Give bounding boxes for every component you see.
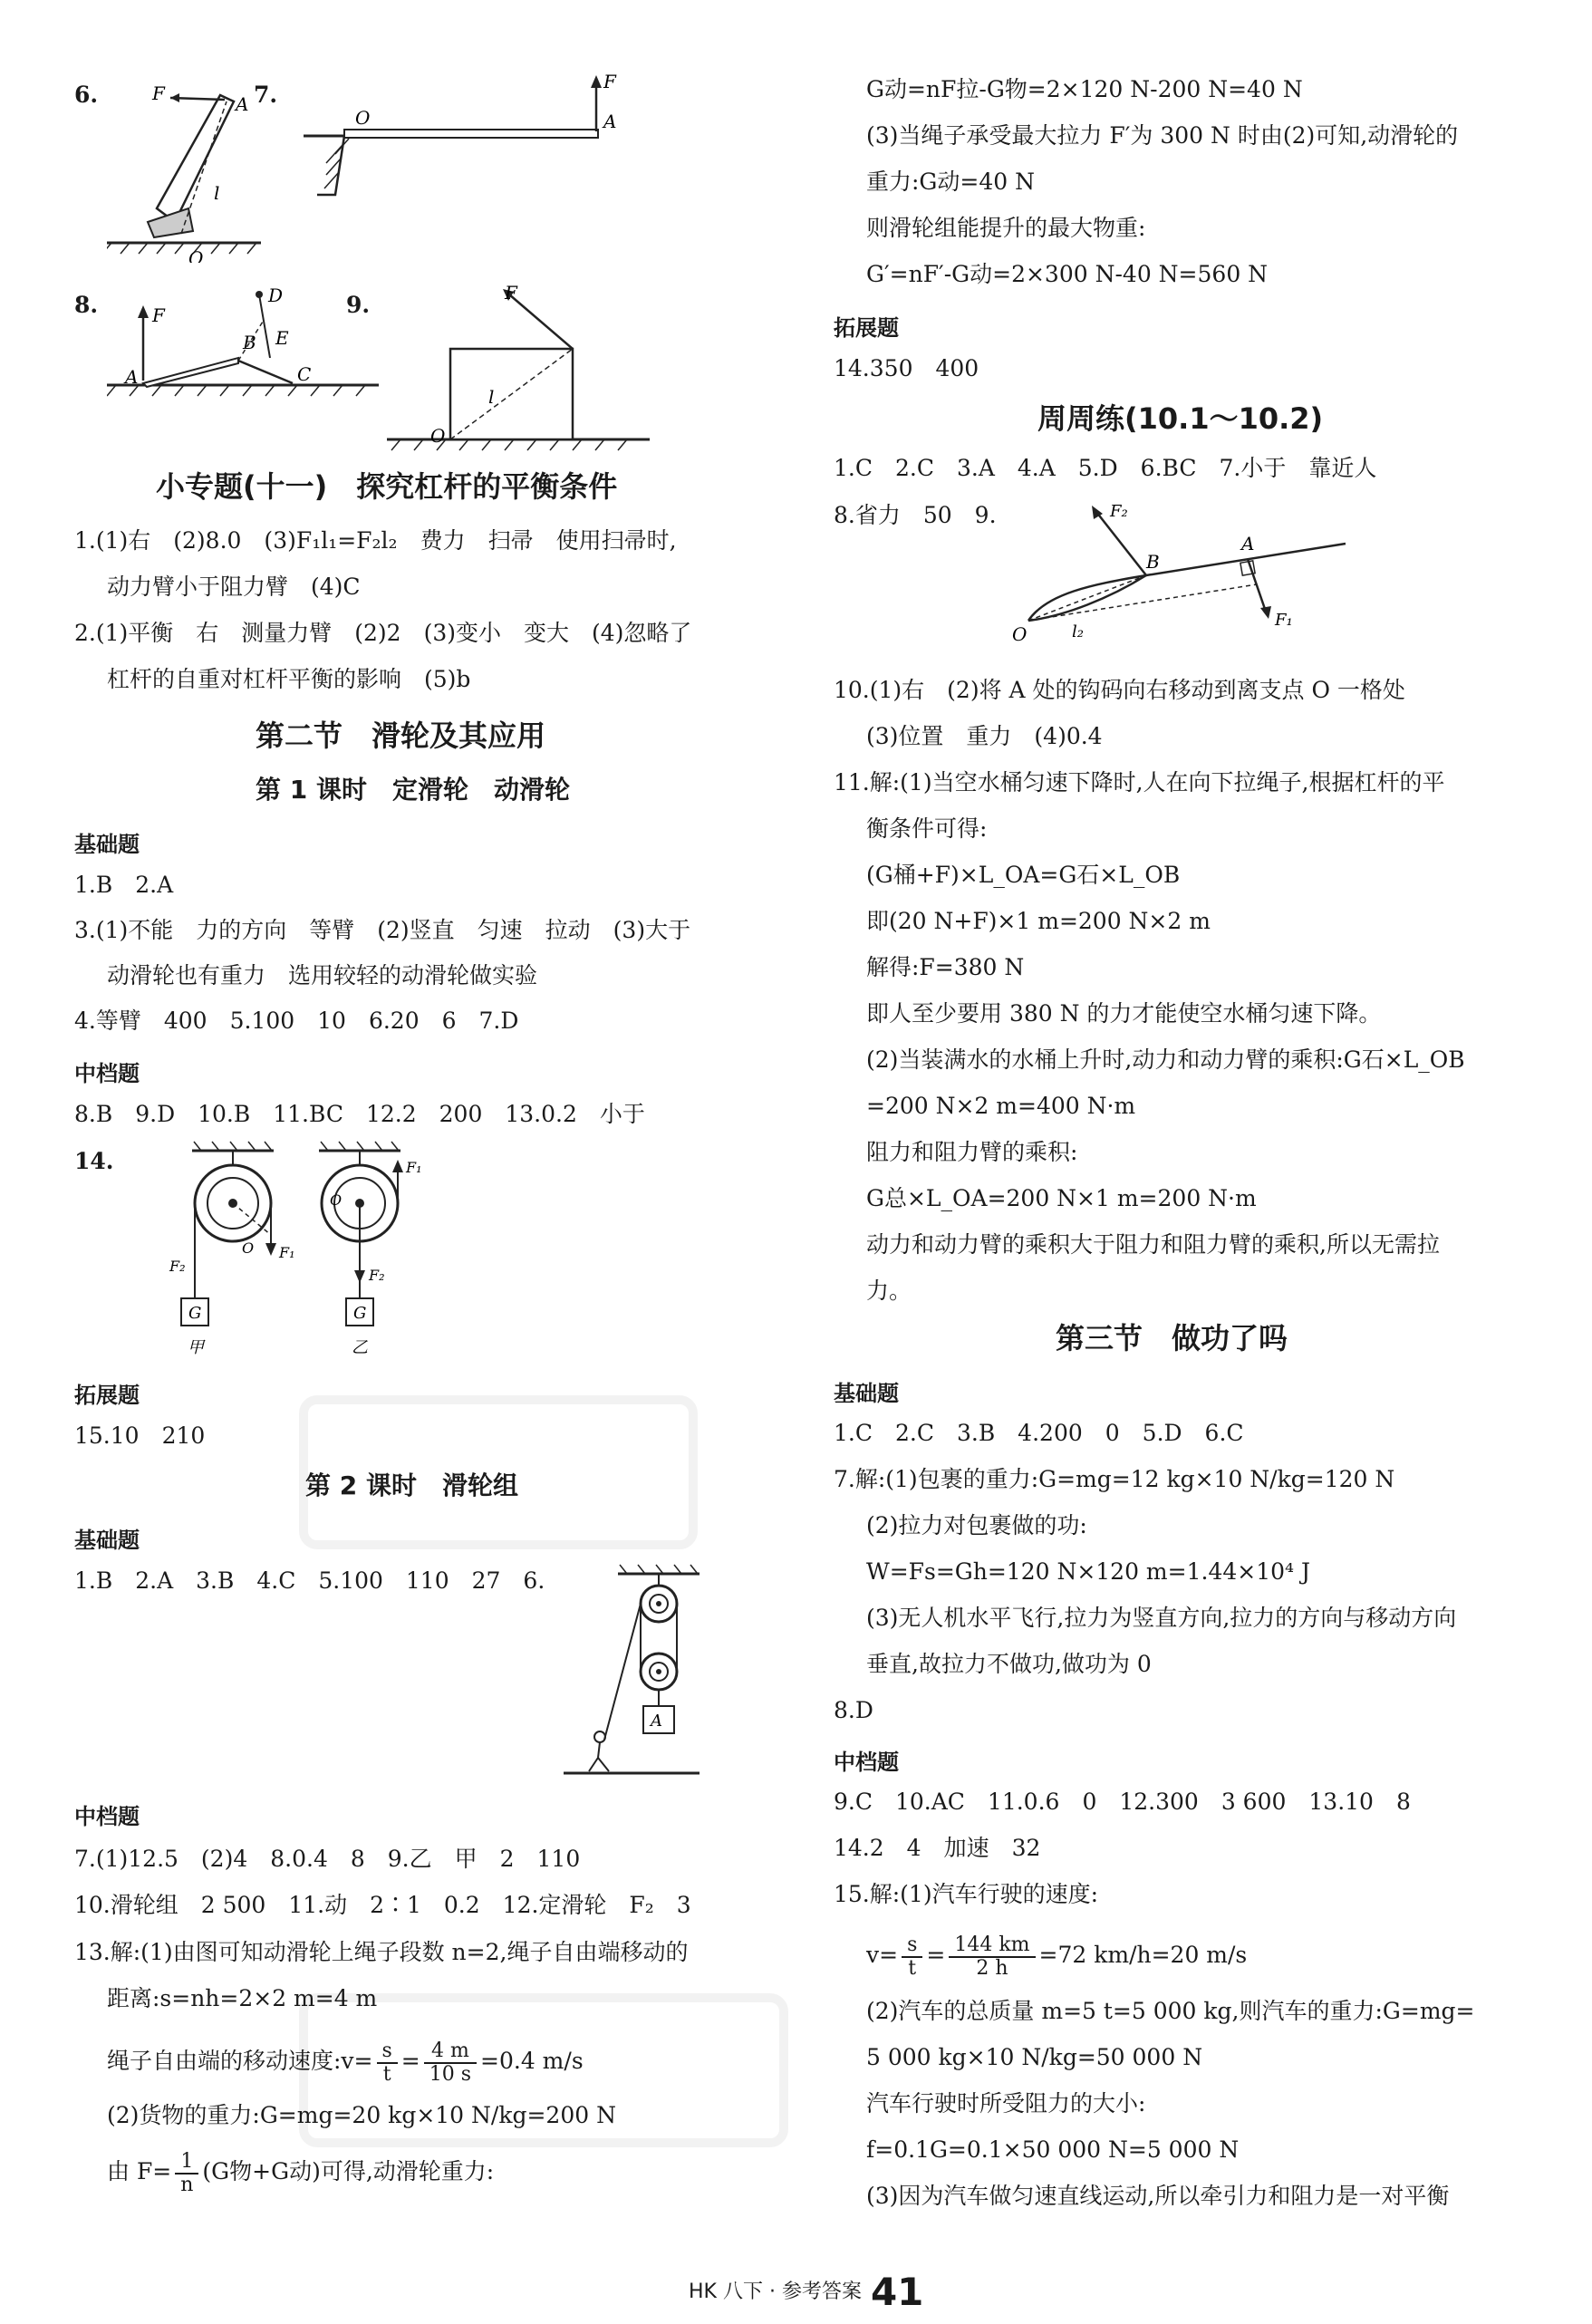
numerator: 144 km bbox=[949, 1934, 1035, 1958]
fraction bbox=[902, 1934, 922, 1980]
answer-line: W=Fs=Gh=120 N×120 m=1.44×10⁴ J bbox=[866, 1558, 1311, 1585]
answer-line: G总×L_OA=200 N×1 m=200 N·m bbox=[866, 1185, 1257, 1211]
footer-label: HK 八下 · 参考答案 bbox=[689, 2281, 862, 2303]
label-F1: F₁ bbox=[279, 1244, 295, 1261]
answer-line: 13.解:(1)由图可知动滑轮上绳子段数 n=2,绳子自由端移动的 bbox=[74, 1939, 689, 1965]
answer-line: f=0.1G=0.1×50 000 N=5 000 N bbox=[866, 2136, 1240, 2163]
label-C: C bbox=[297, 363, 312, 385]
label-l2: l₂ bbox=[1072, 622, 1084, 641]
answer-line: 动力和动力臂的乘积大于阻力和阻力臂的乘积,所以无需拉 bbox=[866, 1231, 1440, 1258]
answer-line: 阻力和阻力臂的乘积: bbox=[866, 1139, 1078, 1165]
answer-line-formula bbox=[107, 2147, 494, 2196]
label-E: E bbox=[275, 327, 289, 349]
answer-line: 1.C 2.C 3.A 4.A 5.D 6.BC 7.小于 靠近人 bbox=[834, 455, 1377, 481]
text: v= bbox=[866, 1942, 899, 1968]
lever-figure-7 bbox=[299, 68, 625, 204]
answer-line-velocity bbox=[866, 1930, 1247, 1981]
answer-line: 9.C 10.AC 11.0.6 0 12.300 3 600 13.10 8 bbox=[834, 1789, 1411, 1815]
special-topic-title: 小专题(十一) 探究杠杆的平衡条件 bbox=[156, 469, 618, 504]
label-A: A bbox=[603, 111, 617, 132]
label-F: F bbox=[152, 304, 165, 326]
answer-line: 1.B 2.A bbox=[74, 872, 174, 898]
answer-line: 10.(1)右 (2)将 A 处的钩码向右移动到离支点 O 一格处 bbox=[834, 677, 1405, 703]
denominator: t bbox=[908, 1956, 917, 1980]
answer-line: G动=nF拉-G物=2×120 N-200 N=40 N bbox=[866, 76, 1303, 102]
answer-line: 1.B 2.A 3.B 4.C 5.100 110 27 6. bbox=[74, 1567, 545, 1594]
label-A: A bbox=[125, 366, 139, 388]
answer-line: 即人至少要用 380 N 的力才能使空水桶匀速下降。 bbox=[866, 1000, 1382, 1027]
numerator: 1 bbox=[175, 2151, 198, 2175]
label-l: l bbox=[488, 386, 495, 408]
text: 由 F= bbox=[107, 2158, 172, 2184]
level-label: 基础题 bbox=[74, 1528, 140, 1553]
label-F2: F₂ bbox=[1110, 502, 1128, 521]
answer-line: 3.(1)不能 力的方向 等臂 (2)竖直 匀速 拉动 (3)大于 bbox=[74, 917, 691, 943]
fig-label-q7: 7. bbox=[254, 82, 278, 108]
numerator: s bbox=[377, 2040, 398, 2064]
label-A: A bbox=[651, 1712, 662, 1731]
fraction bbox=[175, 2151, 198, 2196]
label-A: A bbox=[236, 93, 249, 115]
answer-line: 4.等臂 400 5.100 10 6.20 6 7.D bbox=[74, 1008, 519, 1034]
answer-line: 即(20 N+F)×1 m=200 N×2 m bbox=[866, 908, 1211, 934]
answer-line: 距离:s=nh=2×2 m=4 m bbox=[107, 1985, 378, 2011]
answer-line: 衡条件可得: bbox=[866, 815, 988, 842]
answer-line: 力。 bbox=[866, 1278, 912, 1304]
watermark-mark bbox=[299, 1395, 698, 1549]
label-O: O bbox=[330, 1191, 343, 1209]
label-yi: 乙 bbox=[352, 1338, 368, 1357]
text: 绳子自由端的移动速度:v= bbox=[107, 2048, 373, 2074]
label-F: F bbox=[603, 71, 616, 92]
level-label: 拓展题 bbox=[834, 315, 899, 341]
label-O: O bbox=[1012, 623, 1028, 645]
answer-line: 动力臂小于阻力臂 (4)C bbox=[107, 574, 361, 600]
label-F1: F₁ bbox=[406, 1159, 422, 1176]
fraction bbox=[949, 1934, 1035, 1980]
text: = bbox=[400, 2048, 420, 2074]
lever-figure-9-weekly bbox=[1010, 494, 1355, 652]
numerator: s bbox=[902, 1934, 922, 1958]
answer-line: (3)因为汽车做匀速直线运动,所以牵引力和阻力是一对平衡 bbox=[866, 2183, 1450, 2209]
answer-line: =200 N×2 m=400 N·m bbox=[866, 1093, 1136, 1119]
answer-line: (2)当装满水的水桶上升时,动力和动力臂的乘积:G石×L_OB bbox=[866, 1046, 1465, 1073]
page-footer bbox=[689, 2270, 923, 2314]
label-G: G bbox=[353, 1304, 367, 1323]
answer-line: 则滑轮组能提升的最大物重: bbox=[866, 215, 1146, 241]
answer-line: 杠杆的自重对杠杆平衡的影响 (5)b bbox=[107, 666, 471, 692]
lesson-title: 第 1 课时 定滑轮 动滑轮 bbox=[256, 775, 570, 805]
label-F: F bbox=[152, 82, 165, 104]
level-label: 中档题 bbox=[834, 1750, 899, 1775]
pulley-figure-14 bbox=[120, 1140, 428, 1362]
answer-line: 汽车行驶时所受阻力的大小: bbox=[866, 2090, 1146, 2117]
fig-label-q8: 8. bbox=[74, 292, 99, 318]
level-label: 中档题 bbox=[74, 1061, 140, 1086]
answer-line: 5 000 kg×10 N/kg=50 000 N bbox=[866, 2044, 1203, 2070]
answer-line: 15.10 210 bbox=[74, 1422, 206, 1449]
answer-line: 7.解:(1)包裹的重力:G=mg=12 kg×10 N/kg=120 N bbox=[834, 1466, 1395, 1492]
label-A: A bbox=[1241, 533, 1255, 554]
section-title: 第三节 做功了吗 bbox=[1056, 1321, 1288, 1355]
answer-line: 8.D bbox=[834, 1697, 873, 1723]
lever-figure-8 bbox=[107, 285, 379, 399]
answer-line: 11.解:(1)当空水桶匀速下降时,人在向下拉绳子,根据杠杆的平 bbox=[834, 769, 1445, 796]
answer-line: (2)汽车的总质量 m=5 t=5 000 kg,则汽车的重力:G=mg= bbox=[866, 1998, 1475, 2024]
label-G: G bbox=[188, 1304, 202, 1323]
denominator: n bbox=[180, 2173, 194, 2196]
answer-line: 15.解:(1)汽车行驶的速度: bbox=[834, 1881, 1099, 1907]
level-label: 中档题 bbox=[74, 1804, 140, 1829]
answer-line: 1.C 2.C 3.B 4.200 0 5.D 6.C bbox=[834, 1420, 1244, 1446]
pulley-block-figure-6 bbox=[564, 1563, 736, 1780]
answer-line: 2.(1)平衡 右 测量力臂 (2)2 (3)变小 变大 (4)忽略了 bbox=[74, 620, 692, 646]
answer-line: 8.省力 50 9. bbox=[834, 502, 997, 528]
weekly-practice-title: 周周练(10.1～10.2) bbox=[1037, 401, 1324, 436]
denominator: t bbox=[382, 2062, 391, 2086]
text: =72 km/h=20 m/s bbox=[1038, 1942, 1248, 1968]
answer-line: (2)拉力对包裹做的功: bbox=[866, 1512, 1087, 1538]
answer-line: 8.B 9.D 10.B 11.BC 12.2 200 13.0.2 小于 bbox=[74, 1101, 645, 1127]
text: = bbox=[926, 1942, 946, 1968]
denominator: 10 s bbox=[429, 2062, 472, 2086]
label-F1: F₁ bbox=[1275, 611, 1293, 630]
answer-line: (G桶+F)×L_OA=G石×L_OB bbox=[866, 862, 1181, 888]
level-label: 基础题 bbox=[74, 832, 140, 857]
answer-line: 14.350 400 bbox=[834, 355, 979, 381]
label-l: l bbox=[214, 182, 220, 204]
lesson-title: 第 2 课时 滑轮组 bbox=[305, 1471, 518, 1500]
text: (G物+G动)可得,动滑轮重力: bbox=[202, 2158, 495, 2184]
answer-line: G′=nF′-G动=2×300 N-40 N=560 N bbox=[866, 261, 1269, 287]
section-title: 第二节 滑轮及其应用 bbox=[256, 718, 546, 753]
label-jia: 甲 bbox=[188, 1338, 204, 1357]
label-O: O bbox=[188, 247, 204, 263]
label-F: F bbox=[505, 282, 517, 304]
numerator: 4 m bbox=[424, 2040, 477, 2064]
label-B: B bbox=[243, 332, 256, 353]
answer-line: 1.(1)右 (2)8.0 (3)F₁l₁=F₂l₂ 费力 扫帚 使用扫帚时, bbox=[74, 527, 677, 554]
answer-line: 7.(1)12.5 (2)4 8.0.4 8 9.乙 甲 2 110 bbox=[74, 1846, 581, 1872]
denominator: 2 h bbox=[976, 1956, 1008, 1980]
answer-line: (3)无人机水平飞行,拉力为竖直方向,拉力的方向与移动方向 bbox=[866, 1605, 1457, 1631]
answer-line: 解得:F=380 N bbox=[866, 954, 1025, 980]
lever-figure-9 bbox=[387, 281, 659, 453]
fig-label-q9: 9. bbox=[346, 292, 371, 318]
label-D: D bbox=[268, 285, 284, 306]
level-label: 拓展题 bbox=[74, 1383, 140, 1408]
page-number: 41 bbox=[870, 2270, 924, 2314]
label-O: O bbox=[355, 107, 371, 129]
label-B: B bbox=[1146, 551, 1160, 573]
label-O: O bbox=[430, 425, 446, 447]
answer-line: (2)货物的重力:G=mg=20 kg×10 N/kg=200 N bbox=[107, 2102, 616, 2128]
answer-line: 动滑轮也有重力 选用较轻的动滑轮做实验 bbox=[107, 962, 538, 988]
answer-line: 14.2 4 加速 32 bbox=[834, 1835, 1041, 1861]
fig-label-q6: 6. bbox=[74, 82, 99, 108]
answer-line: 10.滑轮组 2 500 11.动 2∶1 0.2 12.定滑轮 F₂ 3 bbox=[74, 1892, 691, 1918]
watermark-mark bbox=[299, 1993, 788, 2147]
text: =0.4 m/s bbox=[480, 2048, 584, 2074]
answer-line: 重力:G动=40 N bbox=[866, 169, 1035, 195]
fig-label-q14: 14. bbox=[74, 1148, 114, 1174]
answer-line: (3)当绳子承受最大拉力 F′为 300 N 时由(2)可知,动滑轮的 bbox=[866, 122, 1459, 149]
label-O: O bbox=[242, 1239, 255, 1257]
answer-line: (3)位置 重力 (4)0.4 bbox=[866, 723, 1103, 749]
label-F2: F₂ bbox=[169, 1258, 186, 1275]
answer-line: 垂直,故拉力不做功,做功为 0 bbox=[866, 1651, 1152, 1677]
level-label: 基础题 bbox=[834, 1381, 899, 1406]
label-F2: F₂ bbox=[369, 1267, 385, 1284]
